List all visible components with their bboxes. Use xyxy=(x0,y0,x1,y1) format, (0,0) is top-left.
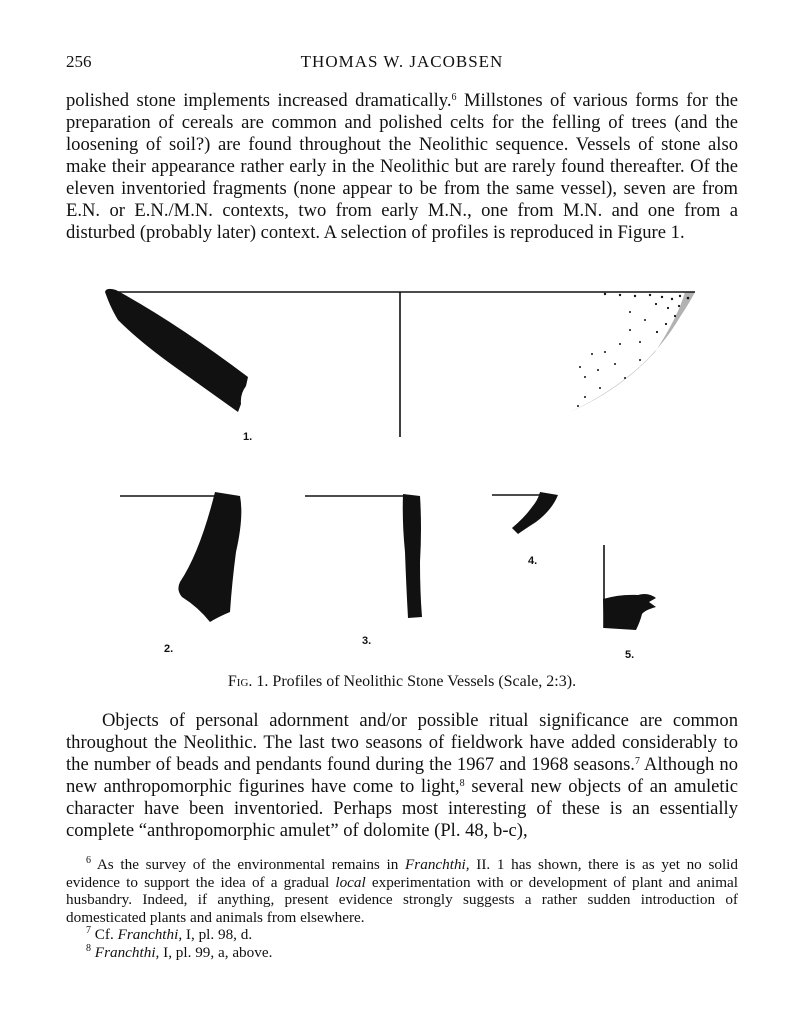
running-head: THOMAS W. JACOBSEN xyxy=(300,52,504,71)
footnote-6-text-a: As the survey of the environmental remains in xyxy=(96,856,406,873)
footnotes xyxy=(66,856,738,961)
footnote-7 xyxy=(66,926,738,944)
profile-5-label: 5. xyxy=(625,649,635,661)
footnote-6-number: 6 xyxy=(86,855,91,866)
footnote-6-text-b: II. 1 has shown, there is as yet no solid evidence to support the idea of a gradual xyxy=(66,856,738,891)
paragraph-1-text-a: polished stone implements increased dramatically. xyxy=(66,90,452,111)
paragraph-2-text-a: Objects of personal adornment and/or possible ritual significance are common throughout the Neolithic. The last two seasons of fieldwork have added considerably to the number of beads and pendants found during the 1967 and 1968 seasons. xyxy=(66,710,738,775)
figure-caption xyxy=(66,673,738,691)
footnote-6-text-c: experimentation with or development of plant and animal husbandry. Indeed, if anything, present evidence strongly suggests a rather sudden introduction of domesticated plants and animals from elsewhere. xyxy=(66,873,738,926)
figure-1 xyxy=(100,282,710,662)
page-number: 256 xyxy=(66,52,92,71)
profile-4-label: 4. xyxy=(528,555,538,567)
paragraph-1 xyxy=(66,90,738,244)
footnote-8 xyxy=(66,944,738,962)
profile-1-label: 1. xyxy=(243,431,253,443)
profile-1-stipple xyxy=(570,292,695,412)
profile-5-section xyxy=(603,594,656,630)
footnote-7-italic: Franchthi, xyxy=(117,926,183,943)
profile-2-section xyxy=(178,492,241,622)
paragraph-2-text-b: Although no new anthropomorphic figurines have come to light, xyxy=(66,754,738,797)
footnote-ref-8: 8 xyxy=(459,778,465,789)
footnote-7-text-b: I, pl. 98, d. xyxy=(182,926,253,943)
profile-3-section xyxy=(403,494,422,618)
profile-4-section xyxy=(512,492,558,534)
profile-1-section xyxy=(105,289,248,412)
footnote-6-italic-a: Franchthi, xyxy=(405,856,470,873)
figure-caption-label: Fig. 1. xyxy=(227,673,269,690)
footnote-8-text: I, pl. 99, a, above. xyxy=(159,943,273,961)
paragraph-1-text-b: Millstones of various forms for the preparation of cereals are common and polished celts for the felling of trees (and the loosening of soil?) are found throughout the Neolithic sequence. Vessels of stone also make their appearance rather early in the Neolithic but are rarely found thereafter. Of the eleven inventoried fragments (none appear to be from the same vessel), seven are from E.N. or E.N./M.N. contexts, two from early M.N., one from M.N. and one from a disturbed (probably later) context. A selection of profiles is reproduced in Figure 1. xyxy=(66,90,738,243)
footnote-ref-7: 7 xyxy=(634,756,640,767)
profile-3-label: 3. xyxy=(362,635,372,647)
paragraph-2 xyxy=(66,710,738,842)
footnote-6-italic-b: local xyxy=(335,873,366,891)
footnote-ref-6: 6 xyxy=(451,92,457,103)
footnote-7-number: 7 xyxy=(86,925,91,936)
vessel-profiles-drawing xyxy=(100,282,710,662)
footnote-8-number: 8 xyxy=(86,942,91,954)
paragraph-2-text-c: several new objects of an amuletic character have been inventoried. Perhaps most interesting of these is an essentially complete “anthropomorphic amulet” of dolomite (Pl. 48, b-c), xyxy=(66,776,738,841)
footnote-6 xyxy=(66,856,738,926)
profile-2-label: 2. xyxy=(164,643,174,655)
footnote-7-text-a: Cf. xyxy=(94,926,118,943)
footnote-8-italic: Franchthi, xyxy=(94,943,160,961)
page-header xyxy=(66,52,738,74)
figure-caption-text: Profiles of Neolithic Stone Vessels (Scale, 2:3). xyxy=(272,673,577,690)
